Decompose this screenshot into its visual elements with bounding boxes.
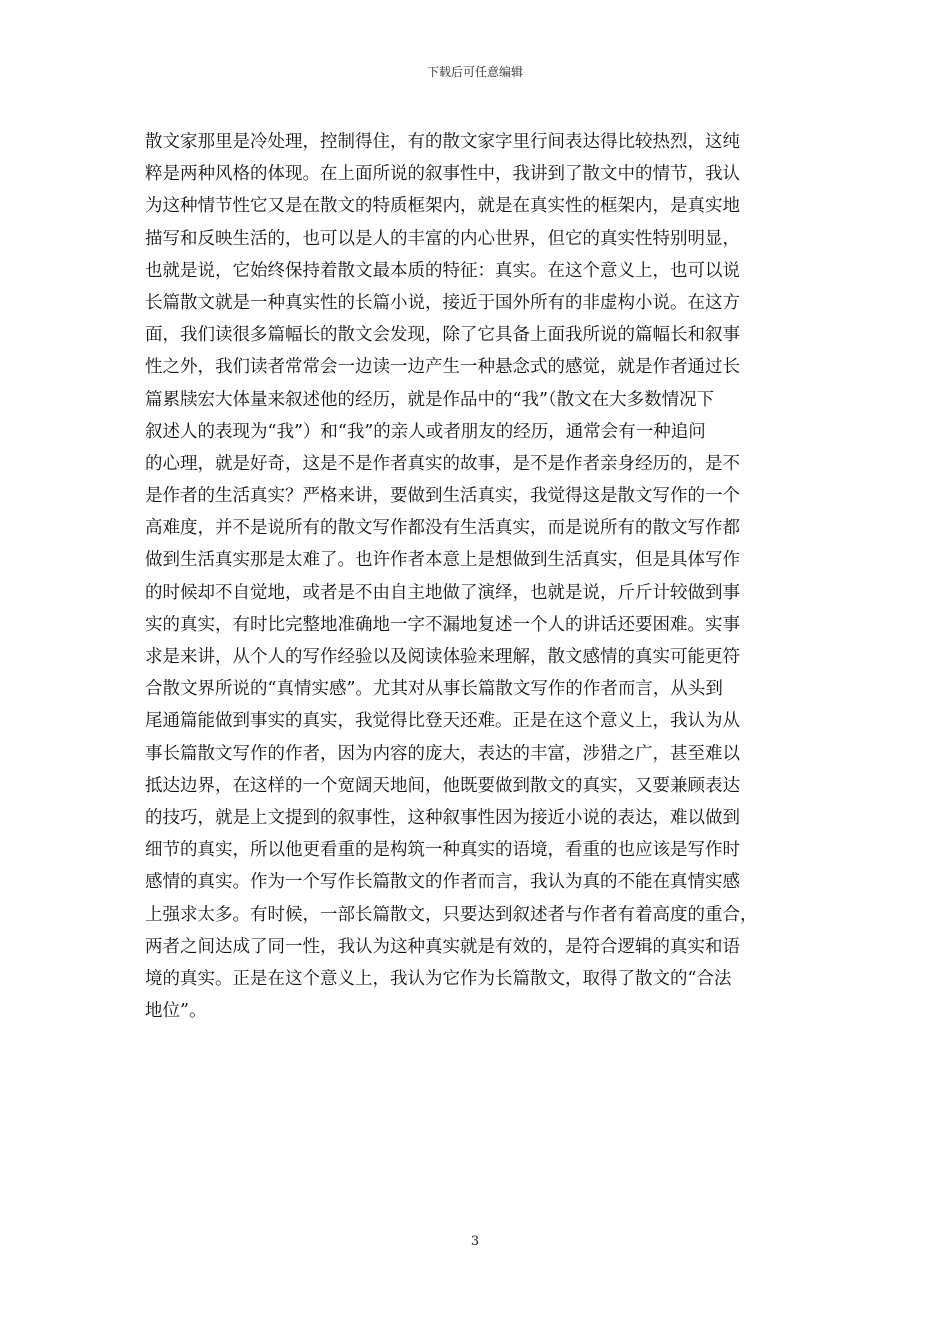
text-line: 是作者的生活真实？严格来讲，要做到生活真实，我觉得这是散文写作的一个: [145, 486, 740, 507]
text-line: 描写和反映生活的，也可以是人的丰富的内心世界，但它的真实性特别明显，: [145, 228, 740, 249]
body-text: [145, 126, 825, 1027]
text-line: 求是来讲，从个人的写作经验以及阅读体验来理解，散文感情的真实可能更符: [145, 647, 740, 667]
text-line: 尾通篇能做到事实的真实，我觉得比登天还难。正是在这个意义上，我认为从: [145, 711, 740, 732]
text-line: 篇累牍宏大体量来叙述他的经历，就是作品中的“我”（散文在大多数情况下: [145, 389, 715, 410]
page-number: 3: [470, 1234, 480, 1249]
text-line: 两者之间达成了同一性，我认为这种真实就是有效的，是符合逻辑的真实和语: [145, 936, 740, 957]
text-line: 的时候却不自觉地，或者是不由自主地做了演绎，也就是说，斤斤计较做到事: [145, 582, 740, 603]
text-line: 做到生活真实那是太难了。也许作者本意上是想做到生活真实，但是具体写作: [145, 550, 740, 571]
text-line: 地位”。: [145, 1001, 207, 1022]
page-header: 下载后可任意编辑: [426, 65, 523, 79]
text-line: 面，我们读很多篇幅长的散文会发现，除了它具备上面我所说的篇幅长和叙事: [145, 325, 740, 346]
text-line: 上强求太多。有时候，一部长篇散文，只要达到叙述者与作者有着高度的重合，: [145, 904, 758, 925]
text-line: 抵达边界，在这样的一个宽阔天地间，他既要做到散文的真实，又要兼顾表达: [145, 775, 740, 796]
text-line: 也就是说，它始终保持着散文最本质的特征：真实。在这个意义上，也可以说: [145, 260, 740, 281]
text-line: 长篇散文就是一种真实性的长篇小说，接近于国外所有的非虚构小说。在这方: [145, 292, 740, 313]
text-line: 感情的真实。作为一个写作长篇散文的作者而言，我认为真的不能在真情实感: [145, 872, 740, 893]
text-line: 境的真实。正是在这个意义上，我认为它作为长篇散文，取得了散文的“合法: [145, 968, 732, 989]
text-line: 叙述人的表现为“我”）和“我”的亲人或者朋友的经历，通常会有一种追问: [145, 421, 706, 442]
text-line: 散文家那里是冷处理，控制得住，有的散文家字里行间表达得比较热烈，这纯: [145, 132, 740, 152]
text-line: 性之外，我们读者常常会一边读一边产生一种悬念式的感觉，就是作者通过长: [145, 357, 740, 378]
text-line: 实的真实，有时比完整地准确地一字不漏地复述一个人的讲话还要困难。实事: [145, 614, 740, 635]
text-line: 的技巧，就是上文提到的叙事性，这种叙事性因为接近小说的表达，难以做到: [145, 807, 740, 828]
text-line: 高难度，并不是说所有的散文写作都没有生活真实，而是说所有的散文写作都: [145, 518, 740, 539]
text-line: 事长篇散文写作的作者，因为内容的庞大，表达的丰富，涉猎之广，甚至难以: [145, 743, 740, 764]
text-line: 的心理，就是好奇，这是不是作者真实的故事，是不是作者亲身经历的，是不: [145, 453, 740, 474]
text-line: 为这种情节性它又是在散文的特质框架内，就是在真实性的框架内，是真实地: [145, 196, 740, 217]
text-line: 合散文界所说的“真情实感”。尤其对从事长篇散文写作的作者而言，从头到: [145, 679, 723, 700]
text-line: 细节的真实，所以他更看重的是构筑一种真实的语境，看重的也应该是写作时: [145, 840, 740, 861]
text-line: 粹是两种风格的体现。在上面所说的叙事性中，我讲到了散文中的情节，我认: [145, 164, 740, 185]
